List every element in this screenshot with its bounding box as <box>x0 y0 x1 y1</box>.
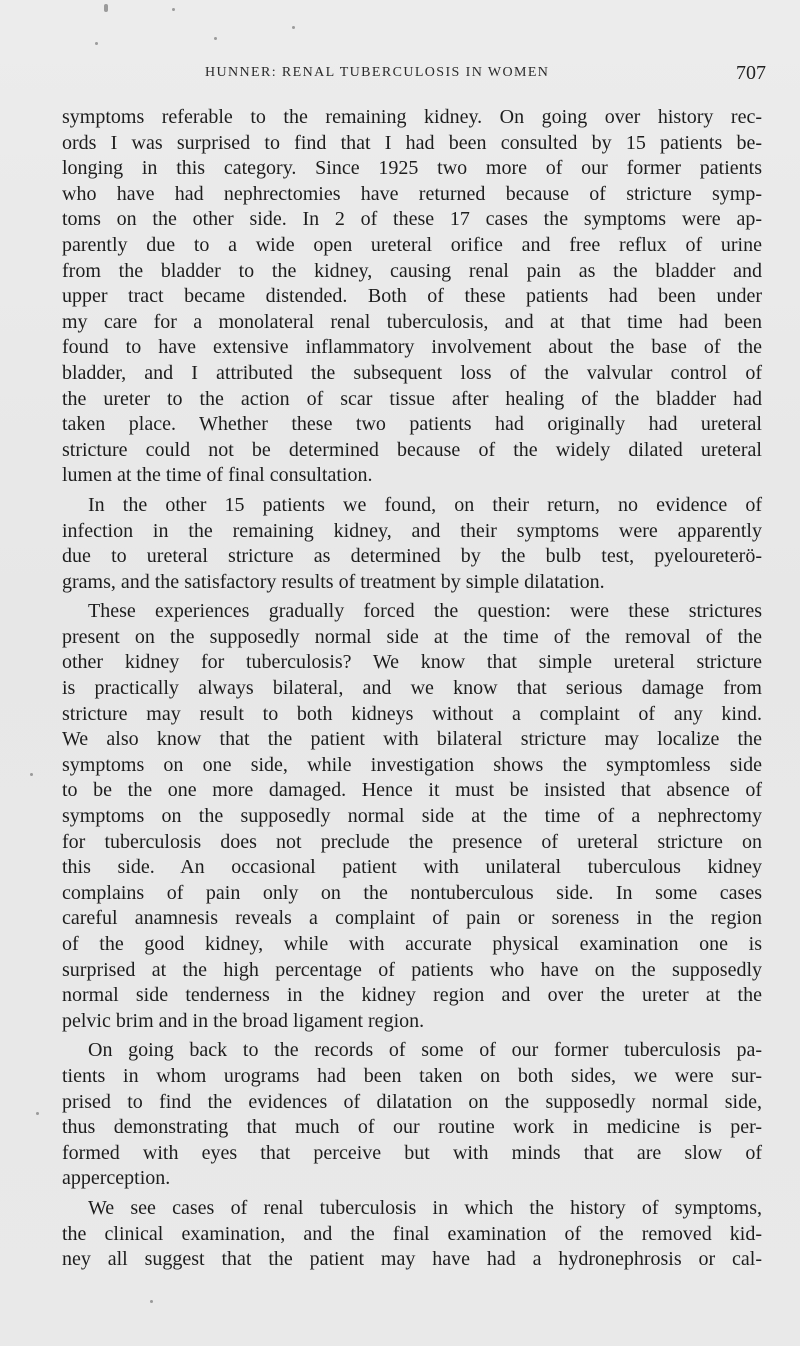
text-line: In the other 15 patients we found, on their return, no evidence of <box>88 493 762 516</box>
text-line: taken place. Whether these two patients had originally had ureteral <box>62 413 762 436</box>
text-line: stricture may result to both kidneys without a complaint of any kind. <box>62 702 762 725</box>
text-line: prised to find the evidences of dilatation on the supposedly normal side, <box>62 1090 762 1113</box>
text-line: parently due to a wide open ureteral orifice and free reflux of urine <box>62 233 762 256</box>
text-line: for tuberculosis does not preclude the presence of ureteral stricture on <box>62 830 762 853</box>
text-line: lumen at the time of final consultation. <box>62 464 373 487</box>
text-line: We see cases of renal tuberculosis in which the history of symptoms, <box>88 1196 762 1219</box>
text-line: from the bladder to the kidney, causing renal pain as the bladder and <box>62 259 762 282</box>
text-line: the clinical examination, and the final examination of the removed kid- <box>62 1222 762 1245</box>
text-line: pelvic brim and in the broad ligament region. <box>62 1009 425 1032</box>
body-text <box>62 105 762 1273</box>
text-line: On going back to the records of some of our former tuberculosis pa- <box>88 1039 762 1062</box>
text-line: longing in this category. Since 1925 two more of our former patients <box>62 157 762 180</box>
page-header <box>0 62 800 90</box>
text-line: found to have extensive inflammatory involvement about the base of the <box>62 336 762 359</box>
page-number: 707 <box>736 62 766 84</box>
text-line: grams, and the satisfactory results of treatment by simple dilatation. <box>62 570 605 593</box>
text-line: formed with eyes that perceive but with minds that are slow of <box>62 1141 762 1164</box>
text-line: symptoms on one side, while investigation shows the symptomless side <box>62 753 762 776</box>
paragraph <box>62 599 762 1034</box>
text-line: upper tract became distended. Both of these patients had been under <box>62 285 762 308</box>
text-line: present on the supposedly normal side at the time of the removal of the <box>62 625 762 648</box>
scan-speck <box>95 42 98 45</box>
text-line: ney all suggest that the patient may have had a hydronephrosis or cal- <box>62 1248 762 1271</box>
scan-speck <box>36 1112 39 1115</box>
text-line: the ureter to the action of scar tissue after healing of the bladder had <box>62 387 762 410</box>
text-line: complains of pain only on the nontuberculous side. In some cases <box>62 881 762 904</box>
text-line: apperception. <box>62 1167 171 1190</box>
text-line: toms on the other side. In 2 of these 17 cases the symptoms were ap- <box>62 208 762 231</box>
scan-speck <box>214 37 217 40</box>
paragraph <box>62 1196 762 1273</box>
text-line: other kidney for tuberculosis? We know that simple ureteral stricture <box>62 651 762 674</box>
text-line: to be the one more damaged. Hence it must be insisted that absence of <box>62 779 762 802</box>
text-line: ords I was surprised to find that I had been consulted by 15 patients be- <box>62 131 762 154</box>
scan-speck <box>30 773 33 776</box>
text-line: stricture could not be determined because of the widely dilated ureteral <box>62 438 762 461</box>
text-line: this side. An occasional patient with unilateral tuberculous kidney <box>62 856 762 879</box>
scan-speck <box>292 26 295 29</box>
text-line: normal side tenderness in the kidney region and over the ureter at the <box>62 984 762 1007</box>
text-line: symptoms referable to the remaining kidney. On going over history rec- <box>62 106 762 128</box>
text-line: We also know that the patient with bilateral stricture may localize the <box>62 728 762 751</box>
paragraph <box>62 493 762 595</box>
text-line: thus demonstrating that much of our routine work in medicine is per- <box>62 1116 762 1139</box>
text-line: due to ureteral stricture as determined by the bulb test, pyeloureterö- <box>62 545 762 568</box>
text-line: who have had nephrectomies have returned because of stricture symp- <box>62 182 762 205</box>
paragraph <box>62 1038 762 1192</box>
text-line: infection in the remaining kidney, and their symptoms were apparently <box>62 519 762 542</box>
text-line: careful anamnesis reveals a complaint of pain or soreness in the region <box>62 907 762 930</box>
paragraph <box>62 105 762 489</box>
text-line: is practically always bilateral, and we know that serious damage from <box>62 677 762 700</box>
text-line: These experiences gradually forced the question: were these strictures <box>88 600 762 623</box>
text-line: bladder, and I attributed the subsequent loss of the valvular control of <box>62 361 762 384</box>
text-line: tients in whom urograms had been taken on both sides, we were sur- <box>62 1064 762 1087</box>
running-head: HUNNER: RENAL TUBERCULOSIS IN WOMEN <box>205 65 550 80</box>
text-line: symptoms on the supposedly normal side at the time of a nephrectomy <box>62 805 762 828</box>
scan-speck <box>150 1300 153 1303</box>
scan-speck <box>172 8 175 11</box>
text-line: my care for a monolateral renal tuberculosis, and at that time had been <box>62 310 762 333</box>
scan-speck <box>104 4 108 12</box>
text-line: of the good kidney, while with accurate physical examination one is <box>62 933 762 955</box>
text-line: surprised at the high percentage of patients who have on the supposedly <box>62 958 762 981</box>
